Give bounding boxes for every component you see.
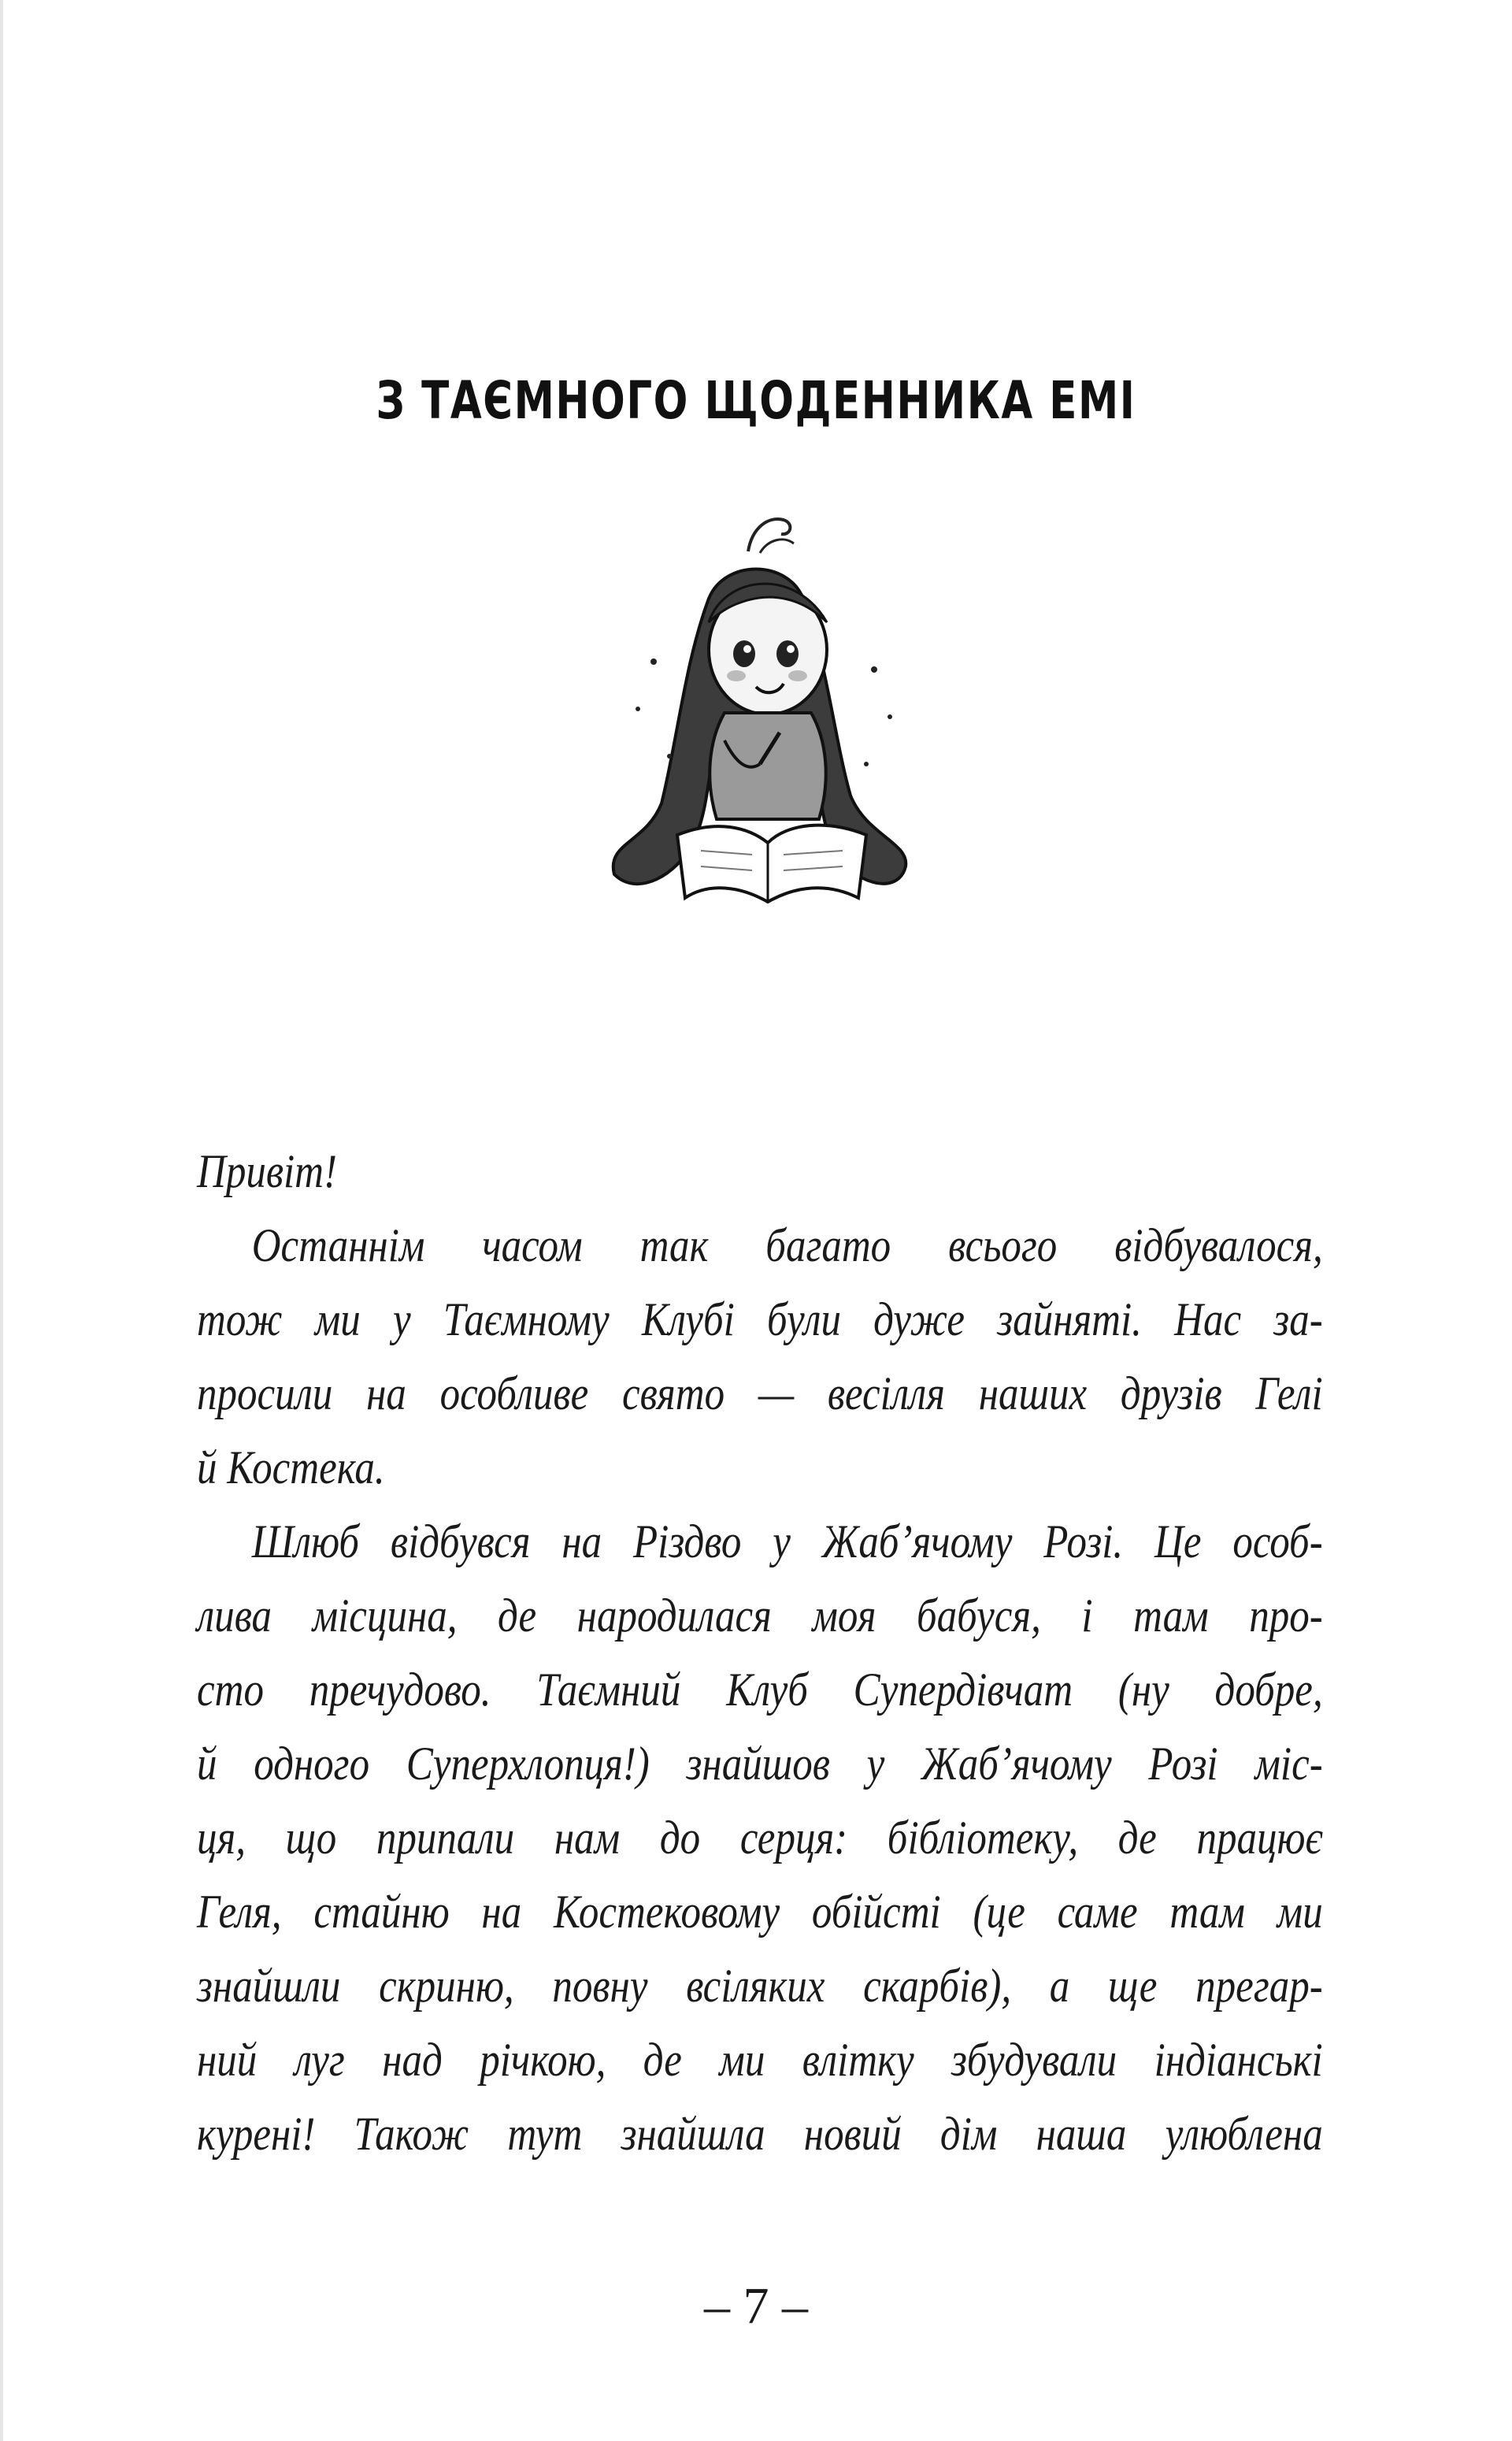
- text-line: Геля, стайню на Костековому обійсті (це саме там ми: [197, 1886, 1323, 1938]
- text-line: Привіт!: [197, 1145, 337, 1197]
- page-edge: [0, 0, 3, 2441]
- text-line: й одного Суперхлопця!) знайшов у Жаб’ячому Розі міс-: [197, 1738, 1323, 1790]
- text-line: лива місцина, де народилася моя бабуся, і там про-: [197, 1590, 1323, 1642]
- text-line: знайшли скриню, повну всіляких скарбів), а ще прегар-: [197, 1960, 1323, 2012]
- text-line: ця, що припали нам до серця: бібліотеку, де працює: [197, 1812, 1323, 1864]
- text-line: тож ми у Таємному Клубі були дуже зайняті. Нас за-: [197, 1293, 1323, 1345]
- text-line: Останнім часом так багато всього відбувалося,: [251, 1219, 1323, 1271]
- text-line: ний луг над річкою, де ми влітку збудували індіанські: [197, 2034, 1323, 2086]
- text-line: просили на особливе свято — весілля наших друзів Гелі: [197, 1367, 1323, 1419]
- diary-text: [197, 1134, 1323, 2171]
- chapter-title: З ТАЄМНОГО ЩОДЕННИКА ЕМІ: [376, 370, 1136, 431]
- text-line: курені! Також тут знайшла новий дім наша улюблена: [197, 2108, 1323, 2160]
- text-line: Шлюб відбувся на Різдво у Жаб’ячому Розі. Це особ-: [251, 1515, 1323, 1567]
- page-number: – 7 –: [704, 2277, 808, 2335]
- girl-with-diary-illustration: [591, 504, 921, 945]
- text-line: й Костека.: [197, 1441, 385, 1493]
- text-line: сто пречудово. Таємний Клуб Супердівчат (ну добре,: [197, 1664, 1323, 1716]
